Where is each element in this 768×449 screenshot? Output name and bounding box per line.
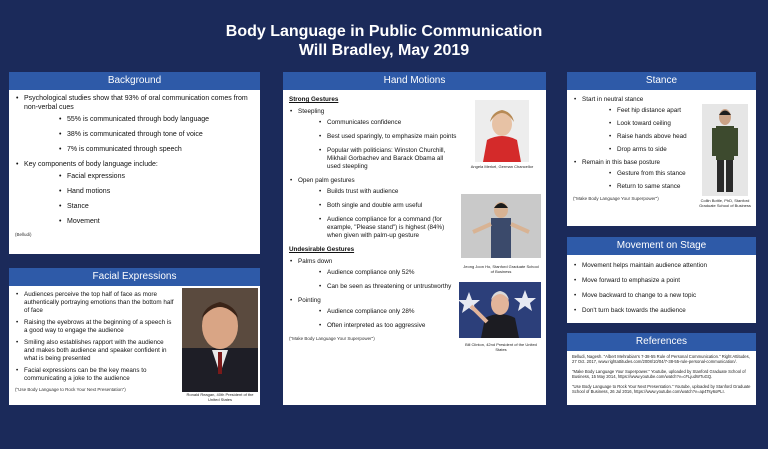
openpalm-sub-2: • Both single and double arm useful [318, 202, 457, 210]
facial-heading: Facial Expressions [9, 268, 260, 286]
steepling-point: • Steepling • Communicates confidence • Best used sparingly, to emphasize main points • Popular with politicians: Winston Churchill, Mikhail Gorbachev and Barack Obama all used steepling [289, 108, 457, 171]
jeong-photo [461, 194, 541, 258]
movement-item-4: • Don't turn back towards the audience [573, 307, 750, 315]
jeong-caption: Jeong Joon Ho, Stanford Graduate School of Business [463, 264, 539, 274]
undesirable-gestures-title: Undesirable Gestures [289, 246, 355, 253]
stance-sub-2: • Look toward ceiling [608, 120, 701, 128]
hand-heading: Hand Motions [283, 72, 546, 90]
facial-item-4: • Facial expressions can be the key means to communicating a joke to the audience [15, 367, 175, 383]
strong-gestures-title: Strong Gestures [289, 96, 339, 103]
movement-item-1: • Movement helps maintain audience attention [573, 262, 750, 270]
openpalm-point: • Open palm gestures • Builds trust with audience • Both single and double arm useful • Audience compliance for a command (for example, "Please stand") is highest (84%) when given with palm-up gesture [289, 177, 457, 240]
background-point-2: • Key components of body language include: • Facial expressions • Hand motions • Stance • Movement [15, 160, 254, 226]
openpalm-sub-1: • Builds trust with audience [318, 188, 457, 196]
background-sub-5: • Hand motions [58, 187, 254, 196]
poster-title [0, 22, 768, 60]
palms-sub-1: • Audience compliance only 52% [318, 269, 457, 277]
stance-heading: Stance [567, 72, 756, 90]
background-panel [9, 72, 260, 254]
stance-sub-3: • Raise hands above head [608, 133, 701, 141]
openpalm-sub-3: • Audience compliance for a command (for example, "Please stand") is highest (84%) when given with palm-up gesture [318, 216, 457, 240]
stance-point-1: • Start in neutral stance • Feet hip distance apart • Look toward ceiling • Raise hands above head • Drop arms to side [573, 96, 701, 154]
background-heading: Background [9, 72, 260, 90]
stance-panel [567, 72, 756, 226]
facial-item-3: • Smiling also establishes rapport with the audience and makes both audience and speaker confident in what is being presented [15, 339, 175, 363]
reference-1: Belludi, Nagesh. "Albert Mehrabian's 7-38-55 Rule of Personal Communication." Right Attitudes, 27 Oct. 2017, www.rightattitudes.com/2008/10/04/7-38-55-rule-personal-communication/. [572, 354, 750, 365]
movement-panel [567, 237, 756, 323]
reference-3: "Use Body Language to Rock Your Next Presentation." Youtube, uploaded by Stanford Graduate School of Business, 26 Jul 2016, https://www.youtube.com/watch?v=ap4Tsy6oPLI. [572, 383, 751, 395]
reference-2: "Make Body Language Your Superpower." Youtube, uploaded by Stanford Graduate School of Business, 15 May 2014, https://www.youtube.com/watch?v=cFLjudWTuGQ. [572, 368, 746, 380]
steepling-sub-1: • Communicates confidence [318, 119, 457, 127]
merkel-photo [475, 100, 529, 162]
stance-sub-5: • Gesture from this stance [608, 170, 701, 178]
facial-panel [9, 268, 260, 405]
stance-sub-4: • Drop arms to side [608, 146, 701, 154]
background-point-1: • Psychological studies show that 93% of oral communication comes from non-verbal cues • 55% is communicated through body language • 38% is communicated through tone of voice • 7% is communicated through speech [15, 94, 254, 154]
background-sub-6: • Stance [58, 202, 254, 211]
palms-sub-2: • Can be seen as threatening or untrustworthy [318, 283, 457, 291]
steepling-sub-2: • Best used sparingly, to emphasize main points [318, 133, 457, 141]
stance-sub-1: • Feet hip distance apart [608, 107, 701, 115]
palms-down-point: • Palms down • Audience compliance only 52% • Can be seen as threatening or untrustworthy [289, 258, 457, 291]
background-sub-2: • 38% is communicated through tone of voice [58, 130, 254, 139]
background-sub-3: • 7% is communicated through speech [58, 145, 254, 154]
merkel-caption: Angela Merkel, German Chancellor [470, 164, 534, 169]
stance-point-2: • Remain in this base posture • Gesture from this stance • Return to same stance [573, 159, 701, 191]
facial-item-1: • Audiences perceive the top half of face as more authentically portraying emotions than the bottom half of face [15, 291, 175, 315]
bottle-caption: Collin Bottle, PhD, Stanford Graduate School of Business [699, 198, 751, 208]
movement-item-3: • Move backward to change to a new topic [573, 292, 750, 300]
background-sub-7: • Movement [58, 217, 254, 226]
facial-item-2: • Raising the eyebrows at the beginning of a speech is a good way to engage the audience [15, 319, 175, 335]
clinton-caption: Bill Clinton, 42nd President of the United States [465, 342, 537, 352]
pointing-sub-1: • Audience compliance only 28% [318, 308, 457, 316]
reagan-caption: Ronald Reagan, 40th President of the United States [186, 392, 254, 402]
stance-sub-6: • Return to same stance [608, 183, 701, 191]
bottle-photo [702, 104, 748, 196]
pointing-sub-2: • Often interpreted as too aggressive [318, 322, 457, 330]
hand-source: ("Make Body Language Your Superpower") [289, 336, 375, 341]
references-heading: References [567, 333, 756, 351]
title-line-2: Will Bradley, May 2019 [298, 42, 470, 59]
title-line-1: Body Language in Public Communication [225, 23, 543, 40]
reagan-photo [182, 288, 258, 392]
facial-source: ("Use Body Language to Rock Your Next Presentation") [15, 387, 126, 392]
references-panel [567, 333, 756, 405]
movement-heading: Movement on Stage [567, 237, 756, 255]
steepling-sub-3: • Popular with politicians: Winston Churchill, Mikhail Gorbachev and Barack Obama all used steepling [318, 147, 457, 171]
movement-item-2: • Move forward to emphasize a point [573, 277, 750, 285]
background-sub-1: • 55% is communicated through body language [58, 115, 254, 124]
background-source: (Belludi) [15, 232, 32, 237]
stance-source: ("Make Body Language Your Superpower") [573, 196, 659, 201]
clinton-photo [459, 282, 541, 338]
pointing-point: • Pointing • Audience compliance only 28% • Often interpreted as too aggressive [289, 297, 457, 330]
background-sub-4: • Facial expressions [58, 172, 254, 181]
hand-panel [283, 72, 546, 405]
